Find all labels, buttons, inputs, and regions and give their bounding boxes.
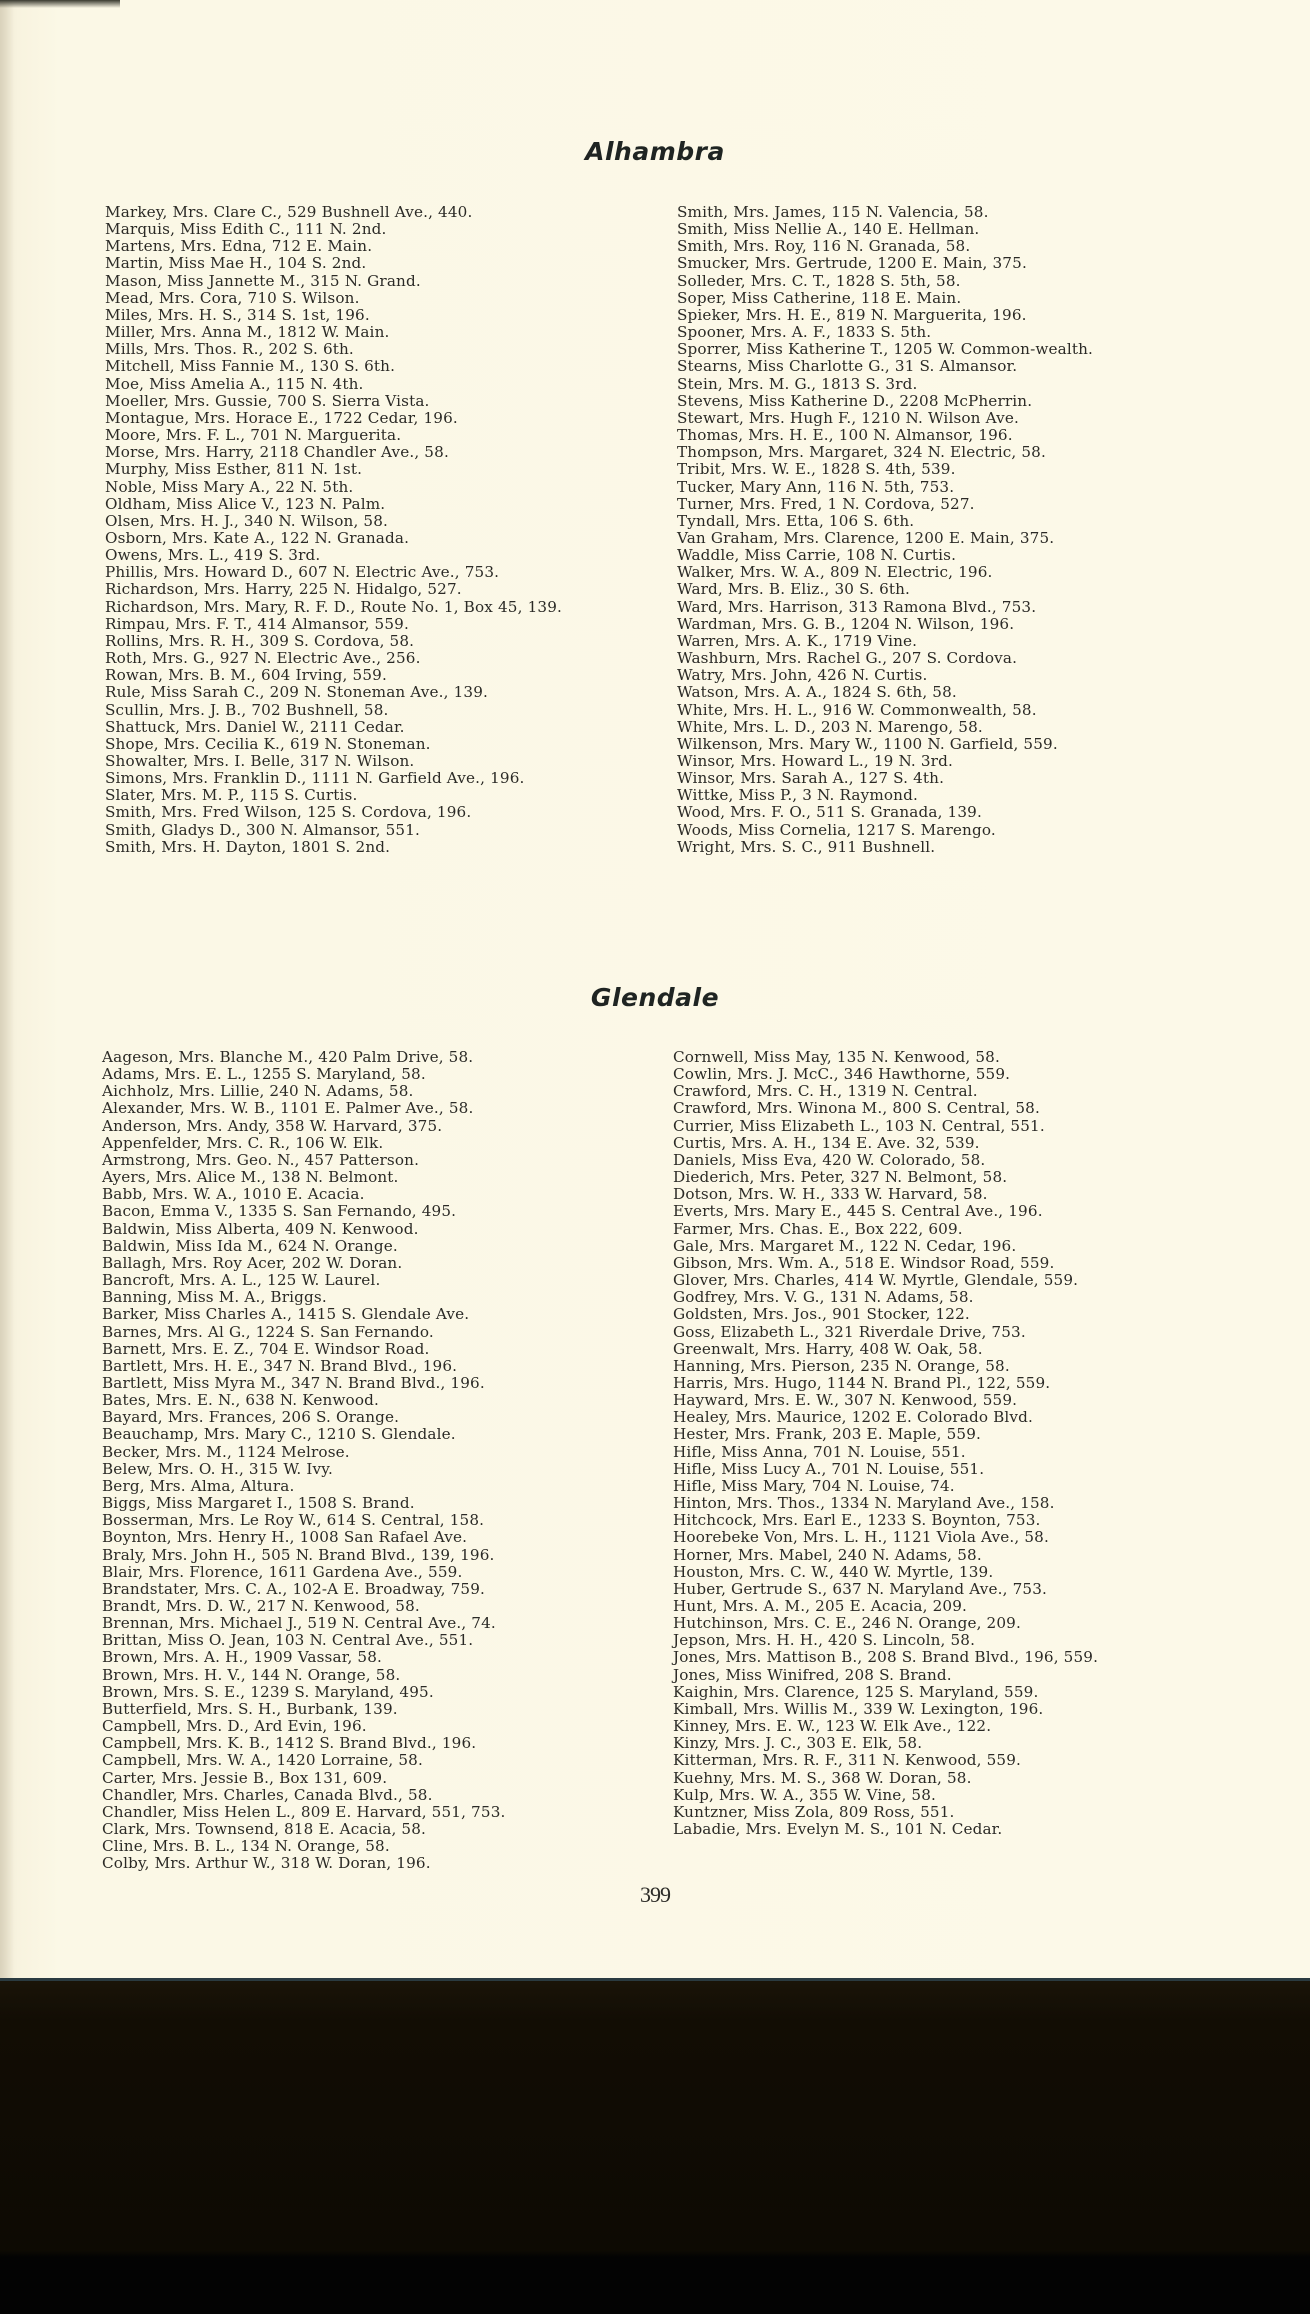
directory-entry: Moore, Mrs. F. L., 701 N. Marguerita. <box>105 426 402 445</box>
directory-entry: White, Mrs. L. D., 203 N. Marengo, 58. <box>677 717 983 736</box>
directory-entry: Smith, Mrs. H. Dayton, 1801 S. 2nd. <box>105 837 391 856</box>
directory-entry: Kinzy, Mrs. J. C., 303 E. Elk, 58. <box>673 1734 923 1753</box>
directory-entry: Bartlett, Mrs. H. E., 347 N. Brand Blvd., 196. <box>102 1356 458 1375</box>
directory-entry: Bates, Mrs. E. N., 638 N. Kenwood. <box>102 1391 379 1410</box>
directory-entry: Cowlin, Mrs. J. McC., 346 Hawthorne, 559. <box>673 1065 1011 1084</box>
directory-entry: Farmer, Mrs. Chas. E., Box 222, 609. <box>673 1219 963 1238</box>
directory-entry: Morse, Mrs. Harry, 2118 Chandler Ave., 58. <box>105 443 449 462</box>
directory-entry: Harris, Mrs. Hugo, 1144 N. Brand Pl., 122, 559. <box>673 1373 1051 1392</box>
directory-entry: Warren, Mrs. A. K., 1719 Vine. <box>677 631 918 650</box>
directory-entry: Smith, Miss Nellie A., 140 E. Hellman. <box>677 220 980 239</box>
directory-entry: Richardson, Mrs. Harry, 225 N. Hidalgo, 527. <box>105 580 462 599</box>
directory-entry: Hutchinson, Mrs. C. E., 246 N. Orange, 209. <box>673 1614 1021 1633</box>
directory-entry: Baldwin, Miss Alberta, 409 N. Kenwood. <box>102 1219 419 1238</box>
directory-entry: Watson, Mrs. A. A., 1824 S. 6th, 58. <box>677 683 957 702</box>
directory-entry: Healey, Mrs. Maurice, 1202 E. Colorado Blvd. <box>673 1408 1034 1427</box>
directory-entry: Noble, Miss Mary A., 22 N. 5th. <box>105 477 354 496</box>
directory-entry: Rowan, Mrs. B. M., 604 Irving, 559. <box>105 666 387 685</box>
directory-entry: Brown, Mrs. A. H., 1909 Vassar, 58. <box>102 1648 383 1667</box>
directory-entry: Smucker, Mrs. Gertrude, 1200 E. Main, 375. <box>677 254 1027 273</box>
directory-entry: Beauchamp, Mrs. Mary C., 1210 S. Glendale. <box>102 1425 456 1444</box>
directory-entry: Goss, Elizabeth L., 321 Riverdale Drive, 753. <box>673 1322 1026 1341</box>
directory-entry: Brandt, Mrs. D. W., 217 N. Kenwood, 58. <box>102 1597 420 1615</box>
directory-entry: Daniels, Miss Eva, 420 W. Colorado, 58. <box>673 1150 986 1169</box>
directory-entry: Banning, Miss M. A., Briggs. <box>102 1288 327 1307</box>
directory-entry: Simons, Mrs. Franklin D., 1111 N. Garfield Ave., 196. <box>105 769 525 788</box>
directory-entry: Goldsten, Mrs. Jos., 901 Stocker, 122. <box>673 1305 970 1324</box>
section-heading-alhambra: Alhambra <box>585 137 725 166</box>
directory-entry: Shope, Mrs. Cecilia K., 619 N. Stoneman. <box>105 734 431 753</box>
directory-entry: Moeller, Mrs. Gussie, 700 S. Sierra Vista. <box>105 391 430 410</box>
directory-entry: Martin, Miss Mae H., 104 S. 2nd. <box>105 254 367 273</box>
directory-entry: Currier, Miss Elizabeth L., 103 N. Central, 551. <box>673 1116 1045 1135</box>
directory-entry: Horner, Mrs. Mabel, 240 N. Adams, 58. <box>673 1545 982 1564</box>
directory-entry: Solleder, Mrs. C. T., 1828 S. 5th, 58. <box>677 271 961 290</box>
directory-entry: Butterfield, Mrs. S. H., Burbank, 139. <box>102 1699 398 1718</box>
directory-entry: Brittan, Miss O. Jean, 103 N. Central Ave., 551. <box>102 1631 474 1650</box>
directory-entry: Moe, Miss Amelia A., 115 N. 4th. <box>105 374 364 393</box>
directory-entry: Cline, Mrs. B. L., 134 N. Orange, 58. <box>102 1837 390 1856</box>
directory-entry: Smith, Mrs. Fred Wilson, 125 S. Cordova, 196. <box>105 803 472 822</box>
directory-entry: Brown, Mrs. H. V., 144 N. Orange, 58. <box>102 1665 401 1684</box>
directory-entry: Dotson, Mrs. W. H., 333 W. Harvard, 58. <box>673 1185 988 1204</box>
directory-entry: Brown, Mrs. S. E., 1239 S. Maryland, 495. <box>102 1682 434 1701</box>
directory-entry: Phillis, Mrs. Howard D., 607 N. Electric Ave., 753. <box>105 563 500 582</box>
directory-entry: Berg, Mrs. Alma, Altura. <box>102 1476 295 1495</box>
directory-entry: Chandler, Miss Helen L., 809 E. Harvard, 551, 753. <box>102 1802 506 1821</box>
directory-entry: Miller, Mrs. Anna M., 1812 W. Main. <box>105 323 390 342</box>
directory-entry: Thomas, Mrs. H. E., 100 N. Almansor, 196. <box>677 426 1013 445</box>
directory-entry: Scullin, Mrs. J. B., 702 Bushnell, 58. <box>105 700 389 719</box>
directory-entry: Godfrey, Mrs. V. G., 131 N. Adams, 58. <box>673 1288 974 1307</box>
directory-entry: Tucker, Mary Ann, 116 N. 5th, 753. <box>677 477 955 496</box>
directory-entry: Rimpau, Mrs. F. T., 414 Almansor, 559. <box>105 614 409 633</box>
directory-entry: Stein, Mrs. M. G., 1813 S. 3rd. <box>677 374 918 393</box>
directory-entry: Mills, Mrs. Thos. R., 202 S. 6th. <box>105 340 354 359</box>
directory-entry: Barker, Miss Charles A., 1415 S. Glendale Ave. <box>102 1305 470 1324</box>
directory-entry: Rollins, Mrs. R. H., 309 S. Cordova, 58. <box>105 631 415 650</box>
directory-entry: Campbell, Mrs. K. B., 1412 S. Brand Blvd., 196. <box>102 1734 477 1753</box>
directory-entry: Olsen, Mrs. H. J., 340 N. Wilson, 58. <box>105 511 389 530</box>
directory-entry: Huber, Gertrude S., 637 N. Maryland Ave., 753. <box>673 1579 1047 1598</box>
directory-entry: Blair, Mrs. Florence, 1611 Gardena Ave., 559. <box>102 1562 463 1581</box>
directory-entry: Wilkenson, Mrs. Mary W., 1100 N. Garfield, 559. <box>677 734 1058 753</box>
glendale-left-column <box>102 1049 672 1873</box>
directory-entry: Braly, Mrs. John H., 505 N. Brand Blvd., 139, 196. <box>102 1545 495 1564</box>
directory-entry: Osborn, Mrs. Kate A., 122 N. Granada. <box>105 528 410 547</box>
directory-entry: Kimball, Mrs. Willis M., 339 W. Lexington, 196. <box>673 1699 1044 1718</box>
directory-entry: Martens, Mrs. Edna, 712 E. Main. <box>105 237 373 256</box>
directory-entry: Becker, Mrs. M., 1124 Melrose. <box>102 1442 350 1461</box>
directory-entry: Brennan, Mrs. Michael J., 519 N. Central Ave., 74. <box>102 1614 496 1633</box>
directory-entry: Tyndall, Mrs. Etta, 106 S. 6th. <box>677 511 915 530</box>
directory-entry: Armstrong, Mrs. Geo. N., 457 Patterson. <box>102 1150 420 1169</box>
directory-entry: Appenfelder, Mrs. C. R., 106 W. Elk. <box>102 1133 384 1152</box>
directory-entry: Markey, Mrs. Clare C., 529 Bushnell Ave., 440. <box>105 203 473 221</box>
directory-entry: Hester, Mrs. Frank, 203 E. Maple, 559. <box>673 1425 982 1444</box>
alhambra-left-column <box>105 204 675 856</box>
directory-entry: Hunt, Mrs. A. M., 205 E. Acacia, 209. <box>673 1597 968 1615</box>
directory-entry: Aichholz, Mrs. Lillie, 240 N. Adams, 58. <box>102 1082 414 1101</box>
directory-entry: Carter, Mrs. Jessie B., Box 131, 609. <box>102 1768 388 1787</box>
directory-entry: Kuehny, Mrs. M. S., 368 W. Doran, 58. <box>673 1768 972 1787</box>
directory-entry: Babb, Mrs. W. A., 1010 E. Acacia. <box>102 1185 365 1204</box>
directory-entry: Everts, Mrs. Mary E., 445 S. Central Ave., 196. <box>673 1202 1043 1221</box>
directory-entry: Hoorebeke Von, Mrs. L. H., 1121 Viola Ave., 58. <box>673 1528 1049 1547</box>
directory-entry: Gale, Mrs. Margaret M., 122 N. Cedar, 196. <box>673 1236 1017 1255</box>
directory-entry: Showalter, Mrs. I. Belle, 317 N. Wilson. <box>105 752 415 770</box>
directory-entry: Roth, Mrs. G., 927 N. Electric Ave., 256. <box>105 649 421 668</box>
directory-entry: Ward, Mrs. Harrison, 313 Ramona Blvd., 753. <box>677 597 1037 616</box>
directory-entry: Hifle, Miss Lucy A., 701 N. Louise, 551. <box>673 1459 985 1478</box>
directory-entry: Waddle, Miss Carrie, 108 N. Curtis. <box>677 546 957 565</box>
directory-entry: Ward, Mrs. B. Eliz., 30 S. 6th. <box>677 580 911 599</box>
directory-entry: Washburn, Mrs. Rachel G., 207 S. Cordova. <box>677 649 1018 668</box>
directory-entry: Spooner, Mrs. A. F., 1833 S. 5th. <box>677 323 932 342</box>
directory-entry: Hanning, Mrs. Pierson, 235 N. Orange, 58. <box>673 1356 1010 1375</box>
directory-entry: Spieker, Mrs. H. E., 819 N. Marguerita, 196. <box>677 305 1027 324</box>
directory-entry: Montague, Mrs. Horace E., 1722 Cedar, 196. <box>105 408 458 427</box>
directory-entry: Stearns, Miss Charlotte G., 31 S. Almansor. <box>677 357 1018 376</box>
directory-entry: Soper, Miss Catherine, 118 E. Main. <box>677 288 962 307</box>
directory-entry: Gibson, Mrs. Wm. A., 518 E. Windsor Road, 559. <box>673 1253 1055 1272</box>
directory-entry: Oldham, Miss Alice V., 123 N. Palm. <box>105 494 386 513</box>
alhambra-right-column <box>677 204 1247 856</box>
directory-entry: Colby, Mrs. Arthur W., 318 W. Doran, 196. <box>102 1854 431 1873</box>
directory-entry: Sporrer, Miss Katherine T., 1205 W. Common-wealth. <box>677 340 1094 359</box>
directory-entry: Miles, Mrs. H. S., 314 S. 1st, 196. <box>105 305 370 324</box>
directory-entry: Marquis, Miss Edith C., 111 N. 2nd. <box>105 220 387 239</box>
directory-entry: Bartlett, Miss Myra M., 347 N. Brand Blvd., 196. <box>102 1373 485 1392</box>
directory-entry: Mead, Mrs. Cora, 710 S. Wilson. <box>105 288 360 307</box>
directory-entry: Slater, Mrs. M. P., 115 S. Curtis. <box>105 786 358 805</box>
directory-entry: Bancroft, Mrs. A. L., 125 W. Laurel. <box>102 1271 381 1290</box>
directory-entry: Walker, Mrs. W. A., 809 N. Electric, 196. <box>677 563 993 582</box>
directory-entry: Owens, Mrs. L., 419 S. 3rd. <box>105 546 321 565</box>
dark-background <box>0 1981 1310 2314</box>
directory-entry: Bacon, Emma V., 1335 S. San Fernando, 495. <box>102 1202 457 1221</box>
directory-entry: Jones, Miss Winifred, 208 S. Brand. <box>673 1665 952 1684</box>
directory-entry: Hifle, Miss Anna, 701 N. Louise, 551. <box>673 1442 966 1461</box>
directory-entry: Labadie, Mrs. Evelyn M. S., 101 N. Cedar. <box>673 1820 1003 1839</box>
directory-entry: Rule, Miss Sarah C., 209 N. Stoneman Ave., 139. <box>105 683 489 702</box>
section-heading-glendale: Glendale <box>590 983 720 1012</box>
directory-entry: White, Mrs. H. L., 916 W. Commonwealth, 58. <box>677 700 1037 719</box>
directory-entry: Wardman, Mrs. G. B., 1204 N. Wilson, 196. <box>677 614 1015 633</box>
directory-entry: Smith, Mrs. James, 115 N. Valencia, 58. <box>677 203 989 221</box>
directory-entry: Richardson, Mrs. Mary, R. F. D., Route No. 1, Box 45, 139. <box>105 597 562 616</box>
directory-entry: Hifle, Miss Mary, 704 N. Louise, 74. <box>673 1476 955 1495</box>
directory-entry: Ballagh, Mrs. Roy Acer, 202 W. Doran. <box>102 1253 403 1272</box>
directory-entry: Curtis, Mrs. A. H., 134 E. Ave. 32, 539. <box>673 1133 980 1152</box>
directory-entry: Kitterman, Mrs. R. F., 311 N. Kenwood, 559. <box>673 1751 1021 1770</box>
directory-entry: Hitchcock, Mrs. Earl E., 1233 S. Boynton, 753. <box>673 1511 1041 1530</box>
directory-entry: Murphy, Miss Esther, 811 N. 1st. <box>105 460 363 479</box>
directory-entry: Anderson, Mrs. Andy, 358 W. Harvard, 375. <box>102 1116 443 1135</box>
directory-entry: Chandler, Mrs. Charles, Canada Blvd., 58. <box>102 1785 433 1804</box>
directory-entry: Thompson, Mrs. Margaret, 324 N. Electric, 58. <box>677 443 1046 462</box>
directory-entry: Woods, Miss Cornelia, 1217 S. Marengo. <box>677 820 996 839</box>
directory-entry: Smith, Gladys D., 300 N. Almansor, 551. <box>105 820 420 839</box>
directory-entry: Houston, Mrs. C. W., 440 W. Myrtle, 139. <box>673 1562 994 1581</box>
directory-entry: Watry, Mrs. John, 426 N. Curtis. <box>677 666 928 685</box>
directory-entry: Mason, Miss Jannette M., 315 N. Grand. <box>105 271 421 290</box>
directory-entry: Crawford, Mrs. C. H., 1319 N. Central. <box>673 1082 978 1101</box>
directory-entry: Baldwin, Miss Ida M., 624 N. Orange. <box>102 1236 398 1255</box>
directory-entry: Adams, Mrs. E. L., 1255 S. Maryland, 58. <box>102 1065 426 1084</box>
directory-entry: Winsor, Mrs. Howard L., 19 N. 3rd. <box>677 752 953 770</box>
directory-entry: Bosserman, Mrs. Le Roy W., 614 S. Central, 158. <box>102 1511 485 1530</box>
directory-entry: Wood, Mrs. F. O., 511 S. Granada, 139. <box>677 803 982 822</box>
directory-entry: Clark, Mrs. Townsend, 818 E. Acacia, 58. <box>102 1820 427 1839</box>
directory-entry: Barnett, Mrs. E. Z., 704 E. Windsor Road. <box>102 1339 430 1358</box>
directory-entry: Van Graham, Mrs. Clarence, 1200 E. Main, 375. <box>677 528 1055 547</box>
directory-entry: Kuntzner, Miss Zola, 809 Ross, 551. <box>673 1802 955 1821</box>
page-number: 399 <box>640 1882 670 1907</box>
directory-entry: Campbell, Mrs. D., Ard Evin, 196. <box>102 1717 367 1736</box>
directory-entry: Diederich, Mrs. Peter, 327 N. Belmont, 58. <box>673 1168 1008 1187</box>
directory-entry: Kaighin, Mrs. Clarence, 125 S. Maryland, 559. <box>673 1682 1039 1701</box>
directory-entry: Hayward, Mrs. E. W., 307 N. Kenwood, 559. <box>673 1391 1018 1410</box>
directory-entry: Glover, Mrs. Charles, 414 W. Myrtle, Glendale, 559. <box>673 1271 1079 1290</box>
directory-entry: Jones, Mrs. Mattison B., 208 S. Brand Blvd., 196, 559. <box>673 1648 1099 1667</box>
directory-entry: Wittke, Miss P., 3 N. Raymond. <box>677 786 918 805</box>
page-corner-shadow <box>0 0 120 8</box>
directory-entry: Stevens, Miss Katherine D., 2208 McPherrin. <box>677 391 1033 410</box>
directory-entry: Crawford, Mrs. Winona M., 800 S. Central, 58. <box>673 1099 1040 1118</box>
directory-entry: Mitchell, Miss Fannie M., 130 S. 6th. <box>105 357 396 376</box>
directory-entry: Bayard, Mrs. Frances, 206 S. Orange. <box>102 1408 400 1427</box>
directory-entry: Biggs, Miss Margaret I., 1508 S. Brand. <box>102 1494 415 1513</box>
directory-entry: Boynton, Mrs. Henry H., 1008 San Rafael Ave. <box>102 1528 468 1547</box>
directory-entry: Campbell, Mrs. W. A., 1420 Lorraine, 58. <box>102 1751 423 1770</box>
directory-entry: Barnes, Mrs. Al G., 1224 S. San Fernando. <box>102 1322 434 1341</box>
directory-entry: Stewart, Mrs. Hugh F., 1210 N. Wilson Ave. <box>677 408 1019 427</box>
directory-entry: Alexander, Mrs. W. B., 1101 E. Palmer Ave., 58. <box>102 1099 474 1118</box>
directory-entry: Smith, Mrs. Roy, 116 N. Granada, 58. <box>677 237 971 256</box>
directory-entry: Shattuck, Mrs. Daniel W., 2111 Cedar. <box>105 717 405 736</box>
glendale-right-column <box>673 1049 1243 1838</box>
directory-entry: Wright, Mrs. S. C., 911 Bushnell. <box>677 837 936 856</box>
directory-entry: Kulp, Mrs. W. A., 355 W. Vine, 58. <box>673 1785 937 1804</box>
directory-entry: Aageson, Mrs. Blanche M., 420 Palm Drive, 58. <box>102 1048 474 1066</box>
directory-entry: Greenwalt, Mrs. Harry, 408 W. Oak, 58. <box>673 1339 983 1358</box>
directory-entry: Hinton, Mrs. Thos., 1334 N. Maryland Ave., 158. <box>673 1494 1055 1513</box>
directory-entry: Cornwell, Miss May, 135 N. Kenwood, 58. <box>673 1048 1000 1066</box>
directory-entry: Brandstater, Mrs. C. A., 102-A E. Broadway, 759. <box>102 1579 485 1598</box>
directory-entry: Belew, Mrs. O. H., 315 W. Ivy. <box>102 1459 333 1478</box>
directory-entry: Jepson, Mrs. H. H., 420 S. Lincoln, 58. <box>673 1631 976 1650</box>
directory-entry: Winsor, Mrs. Sarah A., 127 S. 4th. <box>677 769 945 788</box>
directory-entry: Turner, Mrs. Fred, 1 N. Cordova, 527. <box>677 494 975 513</box>
directory-entry: Kinney, Mrs. E. W., 123 W. Elk Ave., 122. <box>673 1717 992 1736</box>
directory-entry: Tribit, Mrs. W. E., 1828 S. 4th, 539. <box>677 460 956 479</box>
directory-entry: Ayers, Mrs. Alice M., 138 N. Belmont. <box>102 1168 399 1187</box>
